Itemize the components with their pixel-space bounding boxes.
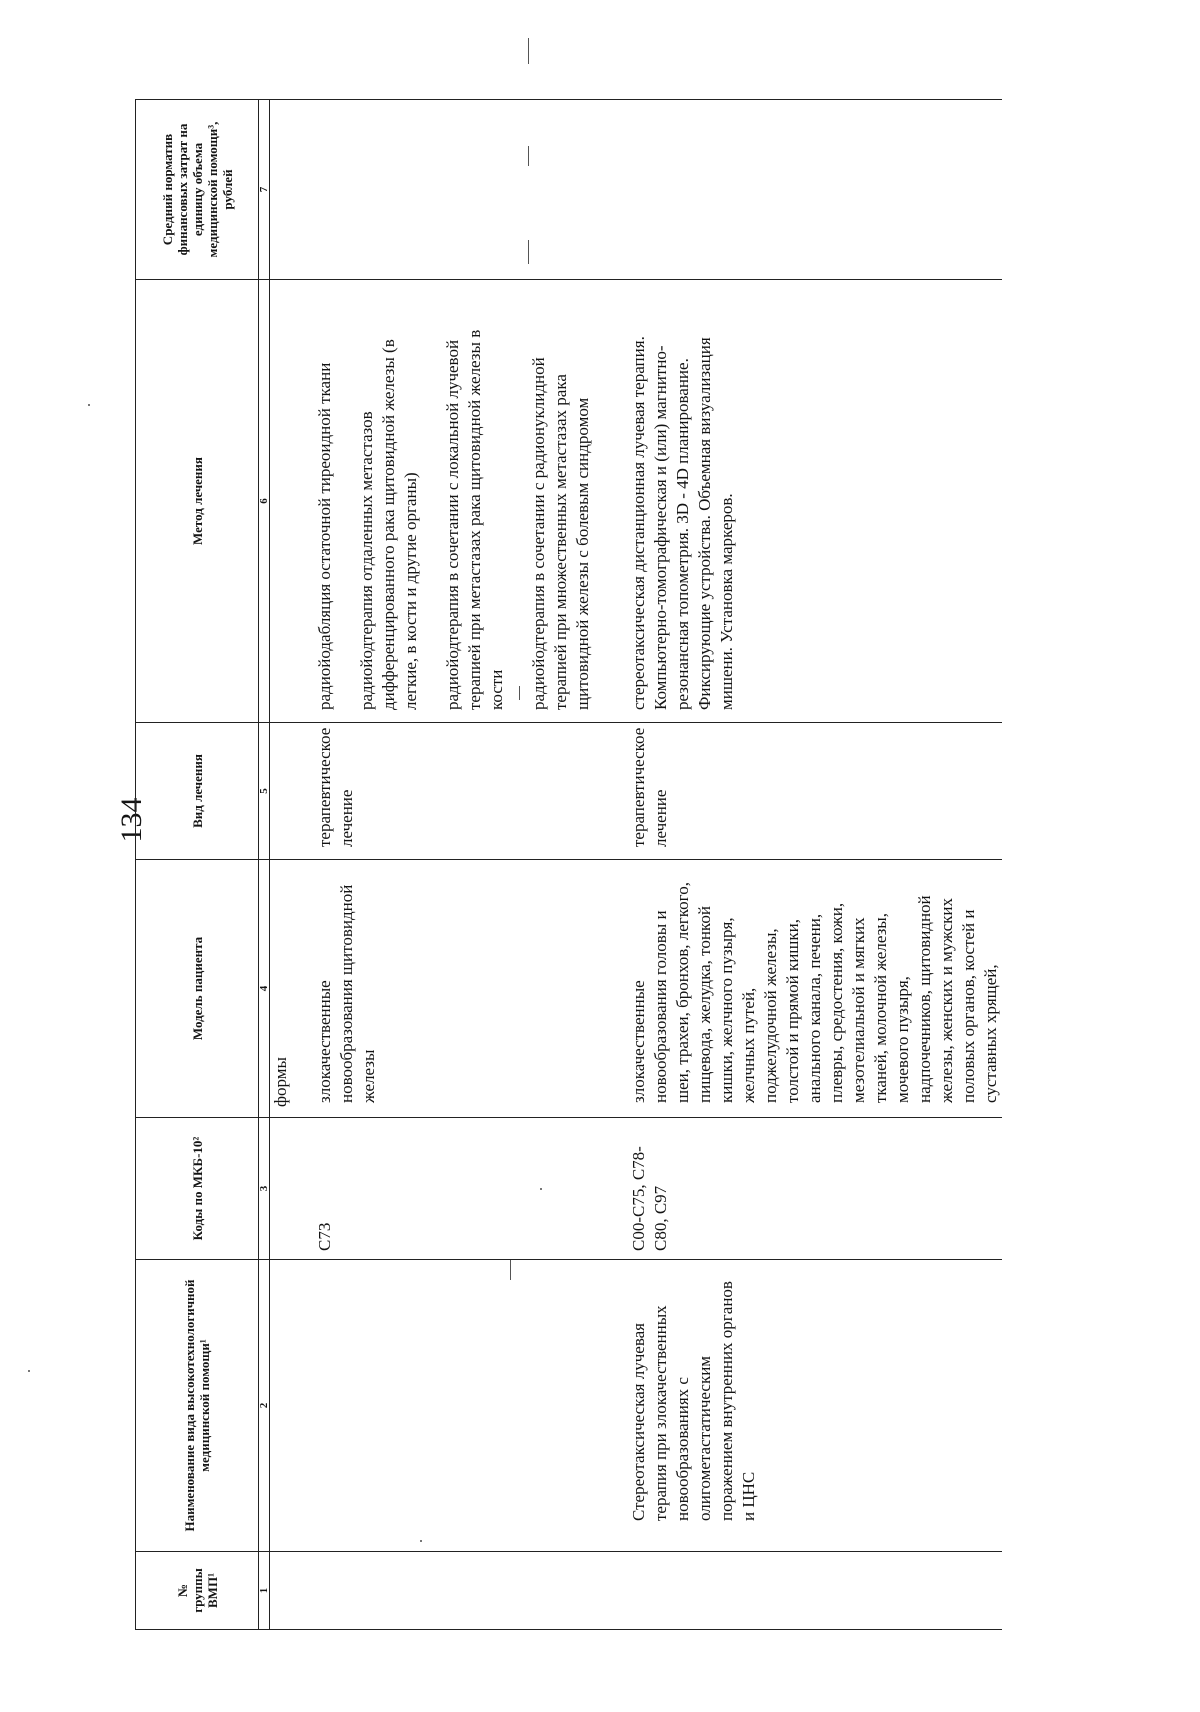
average-cost-cell [614, 100, 1002, 280]
treatment-method-item: стереотаксическая дистанционная лучевая терапия. Компьютерно-томографическая и (или) магнитно-резонансная топометрия. 3D - 4D планирование. Фиксирующие устройства. Объемная визуализация мишени. Установка маркеров. [629, 336, 736, 710]
scan-mark [519, 686, 520, 700]
column-number: 2 [259, 1260, 270, 1552]
column-number: 6 [259, 280, 270, 723]
treatment-type-cell: терапевтическое лечение [292, 723, 614, 860]
scan-mark [510, 1260, 511, 1280]
header-treatment-method: Метод лечения [136, 280, 259, 723]
header-group-number: № группы ВМП¹ [136, 1552, 259, 1630]
patient-model-cell: злокачественные новообразования щитовидной железы [292, 860, 614, 1118]
group-number-cell [614, 1552, 1002, 1630]
average-cost-cell [292, 100, 614, 280]
treatment-type-cell: терапевтическое лечение [614, 723, 1002, 860]
care-type-name-cell [292, 1260, 614, 1552]
column-number-row [259, 100, 270, 1630]
continuation-row [270, 100, 293, 1630]
header-average-cost: Средний норматив финансовых затрат на единицу объема медицинской помощи³, рублей [136, 100, 259, 280]
treatment-method-cell [614, 280, 1002, 723]
treatment-method-item: радиойодтерапия отдаленных метастазов дифференцированного рака щитовидной железы (в легкие, в кости и другие органы) [357, 339, 420, 710]
column-number: 5 [259, 723, 270, 860]
icd-codes-cell: C00-C75, C78-C80, C97 [614, 1118, 1002, 1260]
scan-mark [528, 146, 529, 166]
column-number: 4 [259, 860, 270, 1118]
column-number: 1 [259, 1552, 270, 1630]
care-type-name-cell: Стереотаксическая лучевая терапия при злокачественных новообразованиях с олигометастатическим поражением внутренних органов и ЦНС [614, 1260, 1002, 1552]
continuation-text: формы [271, 1057, 290, 1107]
header-icd-codes: Коды по МКБ-10² [136, 1118, 259, 1260]
scan-dot [540, 1188, 542, 1190]
table-header-row [136, 100, 259, 1630]
header-treatment-type: Вид лечения [136, 723, 259, 860]
scan-dot [88, 404, 90, 406]
treatment-table [135, 99, 1002, 1630]
page-number: 134 [115, 797, 148, 843]
treatment-method-item: радиойодтерапия в сочетании с локальной лучевой терапией при метастазах рака щитовидной железы в кости [443, 329, 506, 710]
header-patient-model: Модель пациента [136, 860, 259, 1118]
treatment-table-sheet [135, 100, 1200, 1630]
scan-mark [528, 240, 529, 264]
icd-codes-cell: C73 [292, 1118, 614, 1260]
scan-mark [528, 38, 529, 64]
treatment-method-cell [292, 280, 614, 723]
group-number-cell [292, 1552, 614, 1630]
treatment-method-item: радиойодтерапия в сочетании с радионуклидной терапией при множественных метастазах рака щитовидной железы с болевым синдромом [529, 357, 592, 710]
patient-model-cell: злокачественные новообразования головы и шеи, трахеи, бронхов, легкого, пищевода, желудка, тонкой кишки, желчного пузыря, желчных путей, поджелудочной железы, толстой и прямой кишки, анального канала, печени, плевры, средостения, кожи, мезотелиальной и мягких тканей, молочной железы, мочевого пузыря, надпочечников, щитовидной железы, женских и мужских половых органов, костей и суставных хрящей, [614, 860, 1002, 1118]
column-number: 7 [259, 100, 270, 280]
treatment-method-item: радиойодабляция остаточной тиреоидной ткани [315, 362, 334, 710]
scan-dot [420, 1540, 422, 1542]
column-number: 3 [259, 1118, 270, 1260]
table-row [292, 100, 614, 1630]
header-care-type-name: Наименование вида высокотехнологичной медицинской помощи¹ [136, 1260, 259, 1552]
scan-dot [28, 1370, 30, 1372]
table-row [614, 100, 1002, 1630]
